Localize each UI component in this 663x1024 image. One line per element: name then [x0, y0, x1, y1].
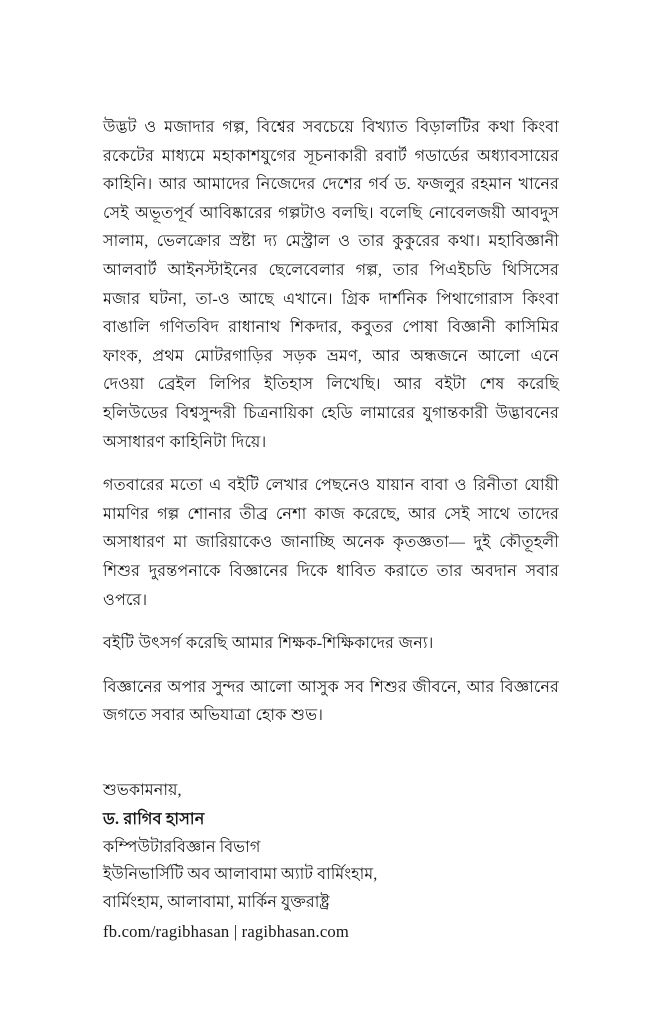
signature-web-links: fb.com/ragibhasan | ragibhasan.com [103, 921, 350, 941]
paragraph-4: বিজ্ঞানের অপার সুন্দর আলো আসুক সব শিশুর জীবনে, আর বিজ্ঞানের জগতে সবার অভিযাত্রা হোক শুভ। [103, 678, 559, 725]
signature-greeting: শুভকামনায়, [103, 781, 182, 799]
signature-block [103, 777, 559, 946]
paragraph-2: গতবারের মতো এ বইটি লেখার পেছনেও যায়ান বাবা ও রিনীতা যোয়ী মামণির গল্প শোনার তীব্র নেশা কাজ করেছে, আর সেই সাথে তাদের অসাধারণ মা জারিয়াকেও জানাচ্ছি অনেক কৃতজ্ঞতা— দুই কৌতূহলী শিশুর দুরন্তপনাকে বিজ্ঞানের দিকে ধাবিত করাতে তার অবদান সবার ওপরে। [103, 477, 559, 609]
signature-spacer [103, 746, 559, 777]
page-content [103, 114, 559, 945]
signature-location: বার্মিংহাম, আলাবামা, মার্কিন যুক্তরাষ্ট্র [103, 893, 330, 911]
signature-institution: ইউনিভার্সিটি অব আলাবামা অ্যাট বার্মিংহাম, [103, 866, 378, 884]
paragraph-3: বইটি উৎসর্গ করেছি আমার শিক্ষক-শিক্ষিকাদের জন্য। [103, 635, 434, 653]
paragraph-1: উদ্ভট ও মজাদার গল্প, বিশ্বের সবচেয়ে বিখ্যাত বিড়ালটির কথা কিংবা রকেটের মাধ্যমে মহাকাশযুগের সূচনাকারী রবার্ট গডার্ডের অধ্যাবসায়ের কাহিনি। আর আমাদের নিজেদের দেশের গর্ব ড. ফজলুর রহমান খানের সেই অভূতপূর্ব আবিষ্কারের গল্পটাও বলছি। বলেছি নোবেলজয়ী আবদুস সালাম, ভেলক্রোর স্রষ্টা দ্য মেস্ট্রাল ও তার কুকুরের কথা। মহাবিজ্ঞানী আলবার্ট আইনস্টাইনের ছেলেবেলার গল্প, তার পিএইচডি থিসিসের মজার ঘটনা, তা-ও আছে এখানে। গ্রিক দার্শনিক পিথাগোরাস কিংবা বাঙালি গণিতবিদ রাধানাথ শিকদার, কবুতর পোষা বিজ্ঞানী কাসিমির ফাংক, প্রথম মোটরগাড়ির সড়ক ভ্রমণ, আর অন্ধজনে আলো এনে দেওয়া ব্রেইল লিপির ইতিহাস লিখেছি। আর বইটা শেষ করেছি হলিউডের বিশ্বসুন্দরী চিত্রনায়িকা হেডি লামারের যুগান্তকারী উদ্ভাবনের অসাধারণ কাহিনিটা দিয়ে। [103, 119, 559, 451]
signature-department: কম্পিউটারবিজ্ঞান বিভাগ [103, 838, 261, 856]
signature-name: ড. রাগিব হাসান [103, 811, 205, 829]
